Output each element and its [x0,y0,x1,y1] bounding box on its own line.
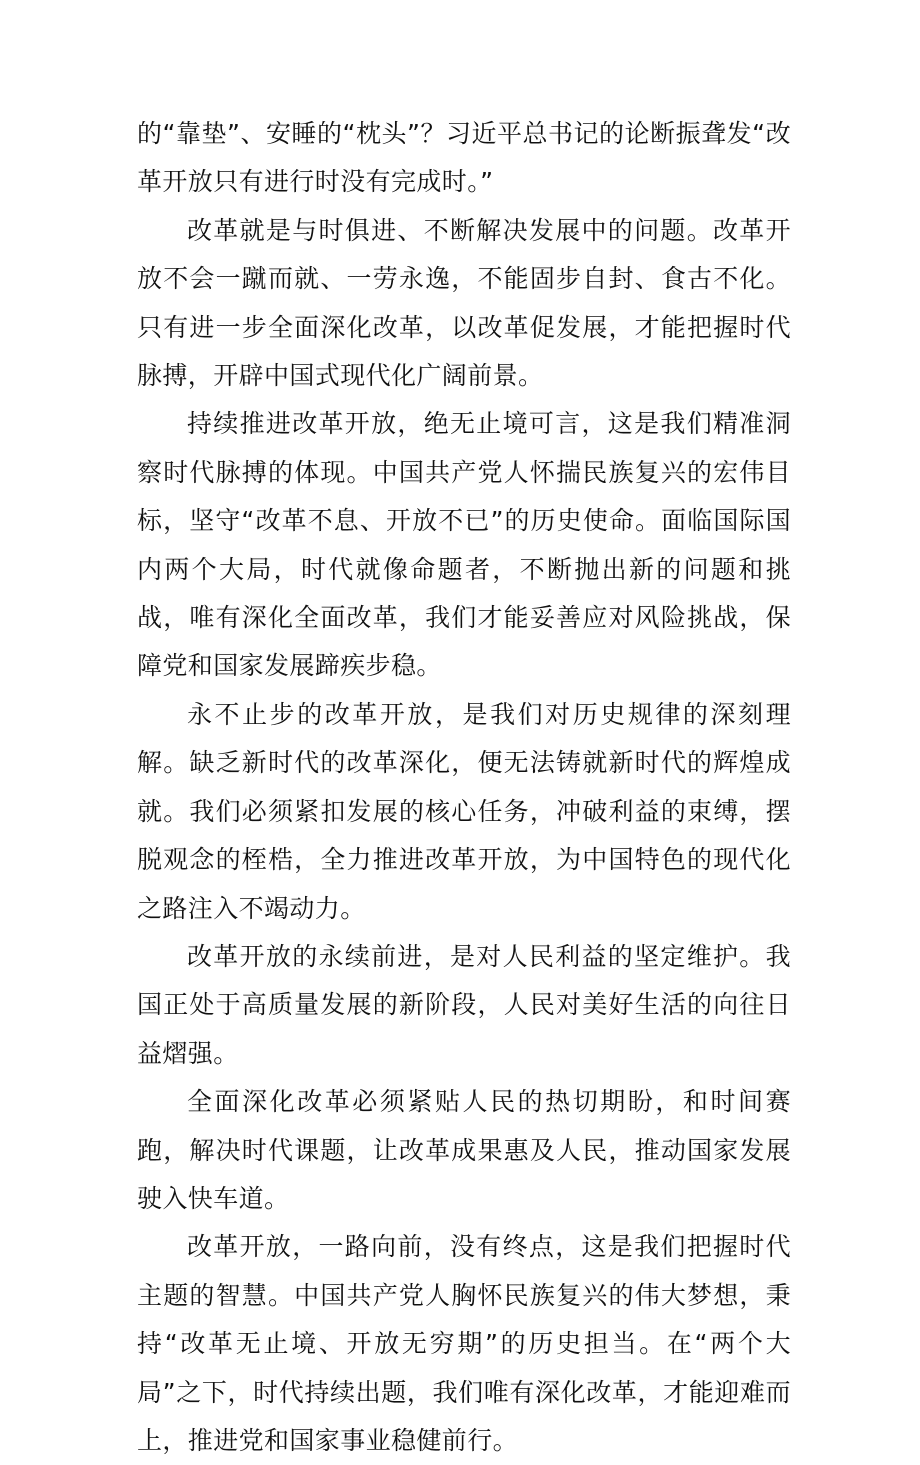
paragraph-2: 改革就是与时俱进、不断解决发展中的问题。改革开放不会一蹴而就、一劳永逸，不能固步自封、食古不化。只有进一步全面深化改革，以改革促发展，才能把握时代脉搏，开辟中国式现代化广阔前景。 [137,215,791,391]
paragraph-3: 持续推进改革开放，绝无止境可言，这是我们精准洞察时代脉搏的体现。中国共产党人怀揣民族复兴的宏伟目标，坚守“改革不息、开放不已”的历史使命。面临国际国内两个大局，时代就像命题者，不断抛出新的问题和挑战，唯有深化全面改革，我们才能妥善应对风险挑战，保障党和国家发展蹄疾步稳。 [137,409,791,681]
paragraph-1: 的“靠垫”、安睡的“枕头”？习近平总书记的论断振聋发“改革开放只有进行时没有完成时。” [137,119,791,197]
paragraph-7: 改革开放，一路向前，没有终点，这是我们把握时代主题的智慧。中国共产党人胸怀民族复兴的伟大梦想，秉持“改革无止境、开放无穷期”的历史担当。在“两个大局”之下，时代持续出题，我们唯有深化改革，才能迎难而上，推进党和国家事业稳健前行。 [137,1232,791,1455]
paragraph-5: 改革开放的永续前进，是对人民利益的坚定维护。我国正处于高质量发展的新阶段，人民对美好生活的向往日益熠强。 [137,941,791,1068]
paragraph-4: 永不止步的改革开放，是我们对历史规律的深刻理解。缺乏新时代的改革深化，便无法铸就新时代的辉煌成就。我们必须紧扣发展的核心任务，冲破利益的束缚，摆脱观念的桎梏，全力推进改革开放，为中国特色的现代化之路注入不竭动力。 [137,699,791,923]
document-body [137,110,791,1465]
paragraph-6: 全面深化改革必须紧贴人民的热切期盼，和时间赛跑，解决时代课题，让改革成果惠及人民，推动国家发展驶入快车道。 [137,1087,791,1213]
